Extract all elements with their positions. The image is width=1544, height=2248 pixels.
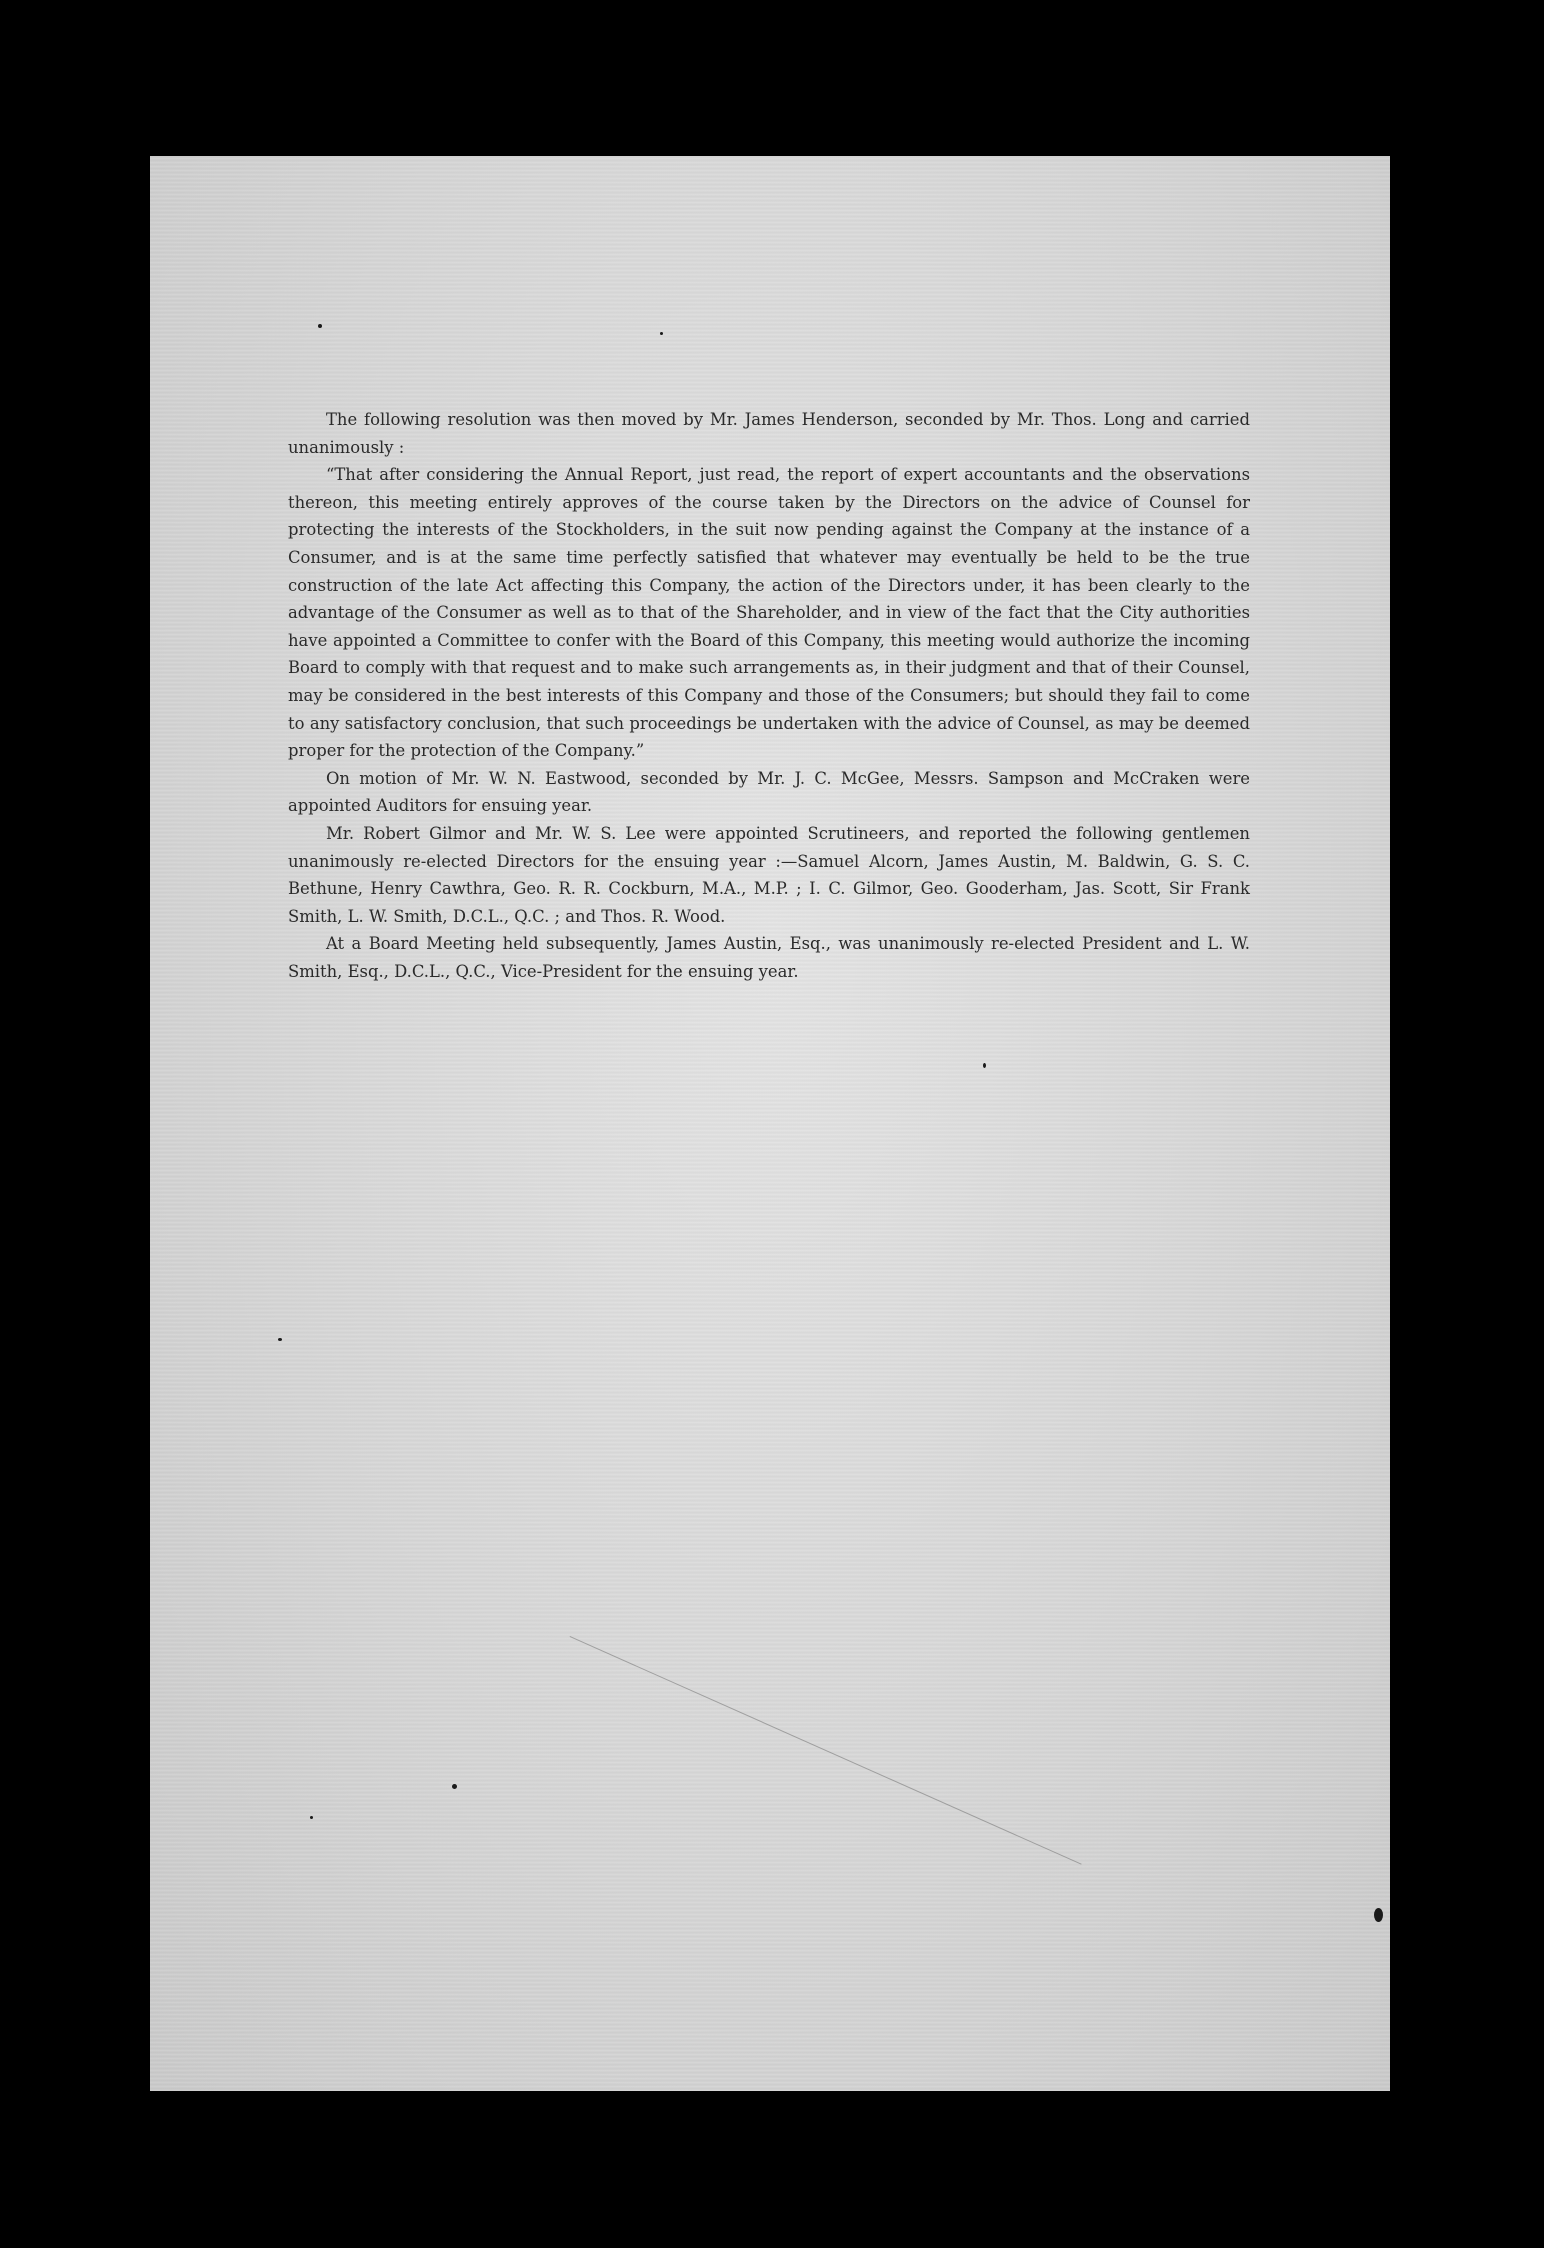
- dust-speck: [983, 1063, 986, 1068]
- paragraph-directors: Mr. Robert Gilmor and Mr. W. S. Lee were appointed Scrutineers, and reported the following gentlemen unanimously re-elected Directors for the ensuing year :—Samuel Alcorn, James Austin, M. Baldwin, G. S. C. Bethune, Henry Cawthra, Geo. R. R. Cockburn, M.A., M.P. ; I. C. Gilmor, Geo. Gooderham, Jas. Scott, Sir Frank Smith, L. W. Smith, D.C.L., Q.C. ; and Thos. R. Wood.: [288, 823, 1250, 926]
- dust-speck: [1374, 1908, 1383, 1922]
- document-page: [150, 156, 1390, 2091]
- paragraph-resolution-intro: The following resolution was then moved by Mr. James Henderson, seconded by Mr. Thos. Long and carried unanimously :: [288, 410, 1250, 457]
- dust-speck: [278, 1338, 282, 1341]
- dust-speck: [318, 324, 322, 328]
- scratch-line: [570, 1636, 1082, 1865]
- paragraph-officers: At a Board Meeting held subsequently, James Austin, Esq., was unanimously re-elected President and L. W. Smith, Esq., D.C.L., Q.C., Vice-President for the ensuing year.: [288, 934, 1250, 981]
- dust-speck: [310, 1816, 313, 1819]
- document-body: [288, 406, 1250, 985]
- paragraph-resolution-text: “That after considering the Annual Report, just read, the report of expert accountants and the observations thereon, this meeting entirely approves of the course taken by the Directors on the advice of Counsel for protecting the interests of the Stockholders, in the suit now pending against the Company at the instance of a Consumer, and is at the same time perfectly satisfied that whatever may eventually be held to be the true construction of the late Act affecting this Company, the action of the Directors under, it has been clearly to the advantage of the Consumer as well as to that of the Shareholder, and in view of the fact that the City authorities have appointed a Committee to confer with the Board of this Company, this meeting would authorize the incoming Board to comply with that request and to make such arrangements as, in their judgment and that of their Counsel, may be considered in the best interests of this Company and those of the Consumers; but should they fail to come to any satisfactory conclusion, that such proceedings be undertaken with the advice of Counsel, as may be deemed proper for the protection of the Company.”: [288, 465, 1250, 761]
- dust-speck: [660, 332, 663, 335]
- paragraph-auditors: On motion of Mr. W. N. Eastwood, seconded by Mr. J. C. McGee, Messrs. Sampson and McCraken were appointed Auditors for ensuing year.: [288, 768, 1250, 816]
- dust-speck: [452, 1784, 457, 1789]
